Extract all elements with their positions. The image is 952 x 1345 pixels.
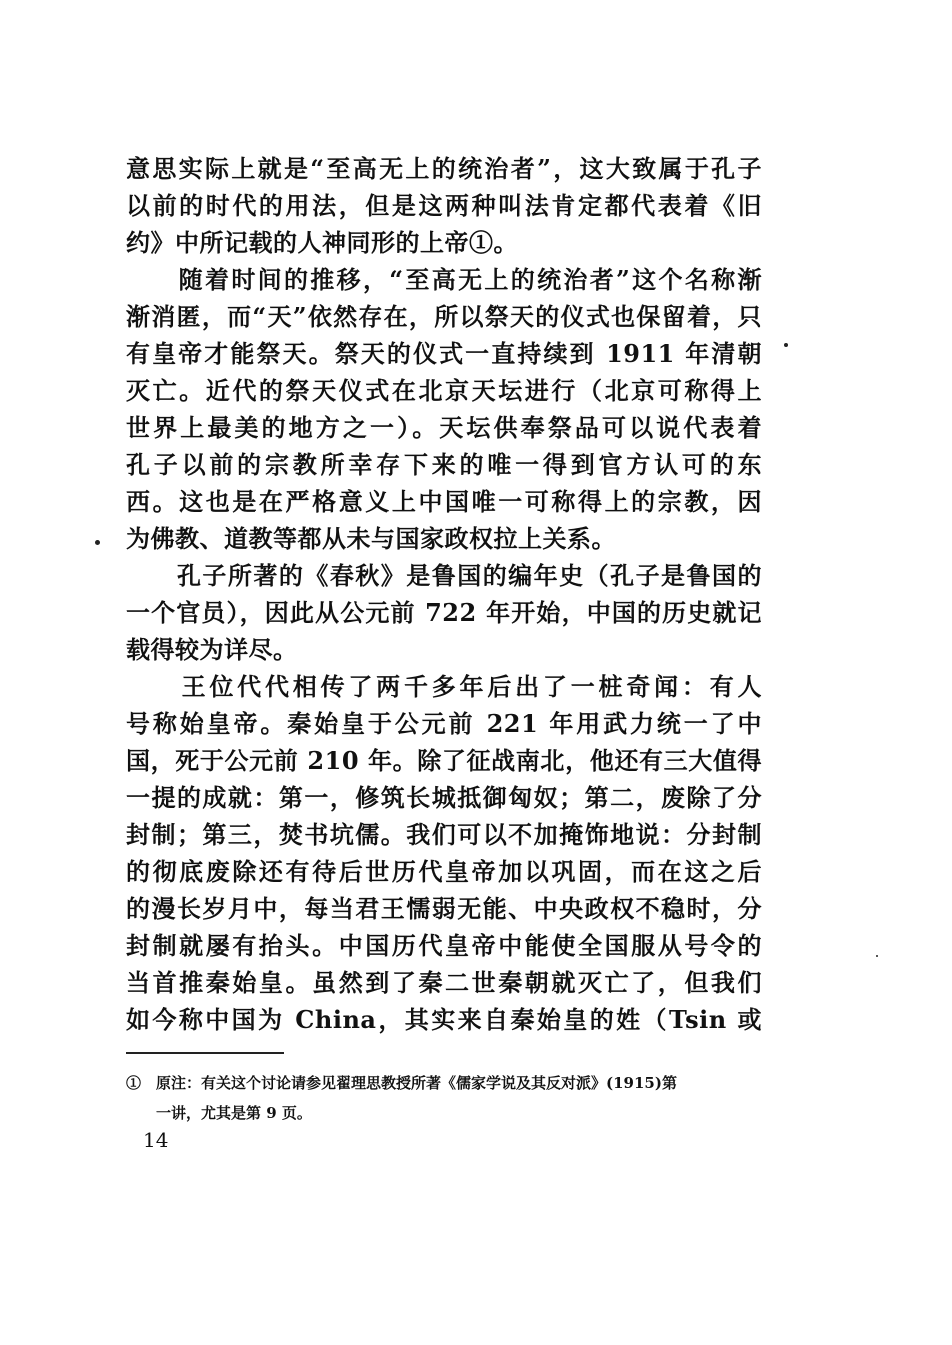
text-line: 号称始皇帝。秦始皇于公元前 221 年用武力统一了中 [126, 709, 762, 738]
text-line: 以前的时代的用法，但是这两种叫法肯定都代表着《旧 [126, 191, 762, 220]
text-line: 孔子以前的宗教所幸存下来的唯一得到官方认可的东 [126, 450, 762, 479]
text-line: 西。这也是在严格意义上中国唯一可称得上的宗教，因 [126, 487, 762, 516]
text-line: 渐消匿，而“天”依然存在，所以祭天的仪式也保留着，只 [126, 302, 762, 331]
scan-speck [95, 540, 100, 545]
scan-speck [784, 343, 788, 347]
text-line: 约》中所记载的人神同形的上帝①。 [126, 228, 518, 257]
footnote [126, 1068, 762, 1128]
text-line: 当首推秦始皇。虽然到了秦二世秦朝就灭亡了，但我们 [126, 968, 762, 997]
text-line: 一提的成就：第一，修筑长城抵御匈奴；第二，废除了分 [126, 783, 762, 812]
text-line: 一个官员），因此从公元前 722 年开始，中国的历史就记 [126, 598, 762, 627]
text-line: 孔子所著的《春秋》是鲁国的编年史（孔子是鲁国的 [126, 561, 762, 590]
text-line: 有皇帝才能祭天。祭天的仪式一直持续到 1911 年清朝 [126, 339, 762, 368]
text-line: 意思实际上就是“至高无上的统治者”，这大致属于孔子 [126, 154, 762, 183]
footnote-divider [126, 1052, 284, 1054]
text-line: 封制就屡有抬头。中国历代皇帝中能使全国服从号令的 [126, 931, 762, 960]
footnote-line: 一讲，尤其是第 9 页。 [156, 1104, 312, 1122]
text-line: 载得较为详尽。 [126, 635, 298, 664]
text-line: 如今称中国为 China，其实来自秦始皇的姓（Tsin 或 [126, 1005, 762, 1034]
text-line: 的漫长岁月中，每当君王懦弱无能、中央政权不稳时，分 [126, 894, 762, 923]
page-number: 14 [143, 1128, 169, 1152]
text-line: 的彻底废除还有待后世历代皇帝加以巩固，而在这之后 [126, 857, 762, 886]
text-line: 随着时间的推移，“至高无上的统治者”这个名称渐 [126, 265, 762, 294]
text-line: 封制；第三，焚书坑儒。我们可以不加掩饰地说：分封制 [126, 820, 762, 849]
body-text [126, 150, 762, 1038]
text-line: 世界上最美的地方之一）。天坛供奉祭品可以说代表着 [126, 413, 762, 442]
text-line: 国，死于公元前 210 年。除了征战南北，他还有三大值得 [126, 746, 762, 775]
scan-speck [876, 955, 878, 957]
text-line: 灭亡。近代的祭天仪式在北京天坛进行（北京可称得上 [126, 376, 762, 405]
text-line: 为佛教、道教等都从未与国家政权拉上关系。 [126, 524, 616, 553]
footnote-line: ① 原注：有关这个讨论请参见翟理思教授所著《儒家学说及其反对派》(1915)第 [126, 1074, 677, 1092]
text-line: 王位代代相传了两千多年后出了一桩奇闻：有人 [126, 672, 762, 701]
